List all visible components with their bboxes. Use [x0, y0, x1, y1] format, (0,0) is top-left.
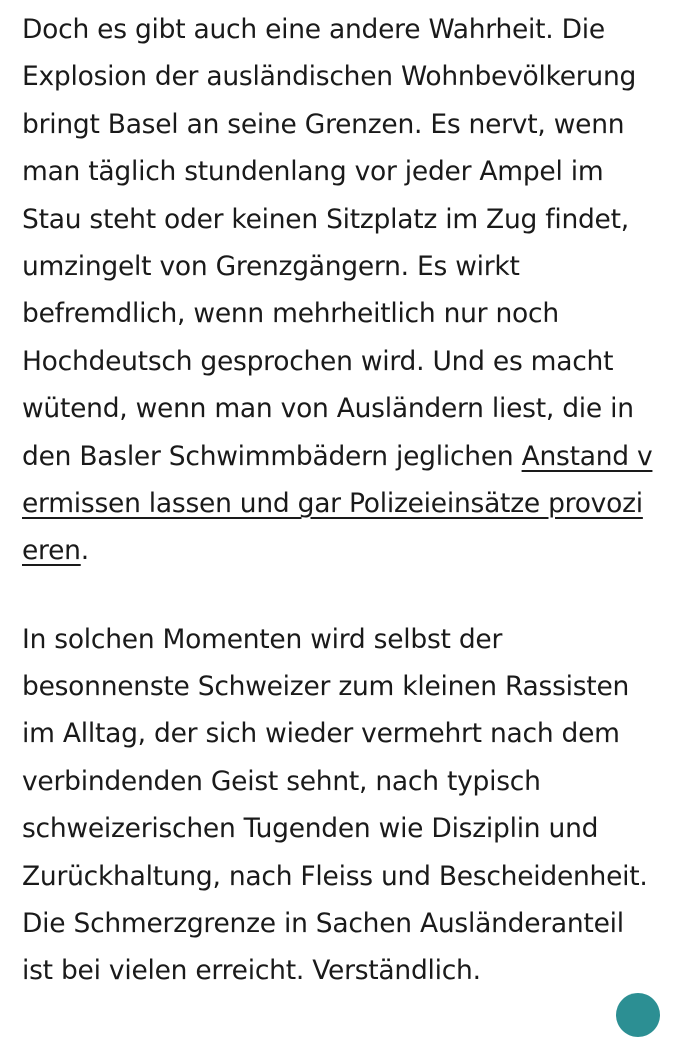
text-line: Zurückhaltung, nach Fleiss und Bescheidenheit.	[22, 860, 648, 892]
text-line: Stau steht oder keinen Sitzplatz im Zug findet,	[22, 203, 629, 235]
text-line: schweizerischen Tugenden wie Disziplin und	[22, 813, 599, 845]
text-line: man täglich stundenlang vor jeder Ampel im	[22, 156, 604, 188]
text-line: im Alltag, der sich wieder vermehrt nach dem	[22, 718, 620, 750]
text-line-with-link	[22, 527, 684, 574]
text-line: ist bei vielen erreicht. Verständlich.	[22, 955, 481, 987]
text-line: Explosion der ausländischen Wohnbevölkerung	[22, 61, 637, 93]
punctuation: .	[80, 535, 89, 567]
text-line: Hochdeutsch gesprochen wird. Und es macht	[22, 345, 614, 377]
article-link[interactable]: eren	[22, 535, 81, 567]
text-line-with-link	[22, 480, 684, 527]
text-line: umzingelt von Grenzgängern. Es wirkt	[22, 250, 520, 282]
article-body	[22, 0, 684, 995]
text-line: wütend, wenn man von Ausländern liest, die in	[22, 393, 634, 425]
article-link[interactable]: ermissen lassen und gar Polizeieinsätze provozi	[22, 487, 643, 519]
paragraph-2	[22, 616, 684, 995]
text-line: verbindenden Geist sehnt, nach typisch	[22, 765, 541, 797]
article-link[interactable]: Anstand v	[521, 440, 653, 472]
paragraph-1	[22, 6, 684, 575]
text-line: Die Schmerzgrenze in Sachen Ausländeranteil	[22, 908, 624, 940]
text-line-with-link	[22, 433, 684, 480]
text-line: befremdlich, wenn mehrheitlich nur noch	[22, 298, 559, 330]
text-segment: den Basler Schwimmbädern jeglichen	[22, 440, 522, 472]
text-line: In solchen Momenten wird selbst der	[22, 623, 503, 655]
text-line: Doch es gibt auch eine andere Wahrheit. Die	[22, 14, 605, 45]
text-line: bringt Basel an seine Grenzen. Es nervt, wenn	[22, 108, 625, 140]
text-line: besonnenste Schweizer zum kleinen Rassisten	[22, 671, 630, 703]
